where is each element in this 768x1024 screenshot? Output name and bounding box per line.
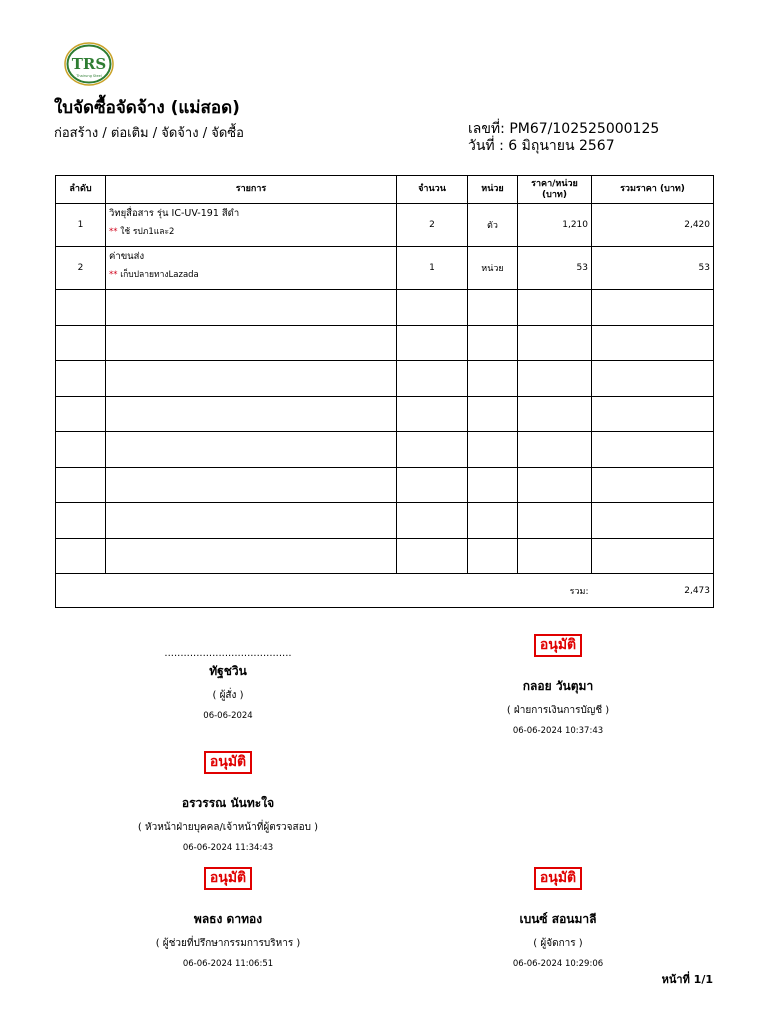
- total-row: [56, 574, 714, 608]
- table-row: [56, 204, 714, 247]
- row-description: [106, 247, 397, 290]
- document-title: ใบจัดซื้อจัดจ้าง (แม่สอด): [54, 98, 240, 118]
- row-description-text: วิทยุสื่อสาร รุ่น IC-UV-191 สีดำ: [109, 208, 240, 219]
- signer-name: เบนซ์ สอนมาลี: [519, 912, 597, 926]
- approved-stamp: อนุมัติ: [534, 867, 582, 890]
- table-row: [56, 247, 714, 290]
- empty-row: [56, 361, 714, 397]
- empty-row: [56, 467, 714, 503]
- header-item: รายการ: [106, 176, 397, 204]
- empty-row: [56, 538, 714, 574]
- row-no: 1: [56, 204, 106, 247]
- row-qty: 2: [397, 204, 468, 247]
- row-description-text: ค่าขนส่ง: [109, 251, 145, 262]
- signer-name: อรวรรณ นันทะใจ: [181, 796, 275, 810]
- document-info: [468, 121, 659, 155]
- signature-date: 06-06-2024 10:37:43: [512, 726, 604, 736]
- signature-date: 06-06-2024 10:29:06: [512, 959, 604, 969]
- signature-manager: [438, 867, 678, 969]
- company-logo: [63, 40, 115, 88]
- row-note-text: เก็บปลายทางLazada: [120, 270, 199, 280]
- signer-role: ( ผู้สั่ง ): [212, 690, 244, 701]
- row-note-star: **: [109, 270, 118, 280]
- row-unit: ตัว: [468, 204, 518, 247]
- header-price-line2: (บาท): [542, 189, 567, 200]
- signature-orderer: [108, 650, 348, 721]
- approved-stamp: อนุมัติ: [204, 867, 252, 890]
- row-note: [109, 224, 393, 238]
- empty-row: [56, 503, 714, 539]
- empty-row: [56, 290, 714, 326]
- approved-stamp: อนุมัติ: [204, 751, 252, 774]
- header-price-line1: ราคา/หน่วย: [531, 178, 578, 189]
- header-no: ลำดับ: [56, 176, 106, 204]
- row-no: 2: [56, 247, 106, 290]
- header-total: รวมราคา (บาท): [592, 176, 714, 204]
- signer-name: พลธง ดาทอง: [193, 912, 263, 926]
- row-unit: หน่วย: [468, 247, 518, 290]
- row-total: 53: [592, 247, 714, 290]
- signature-date: 06-06-2024 11:34:43: [182, 843, 274, 853]
- row-qty: 1: [397, 247, 468, 290]
- signer-role: ( ฝ่ายการเงินการบัญชี ): [506, 705, 610, 716]
- row-note-text: ใช้ รปภ1และ2: [120, 227, 175, 237]
- document-number: เลขที่: PM67/102525000125: [468, 121, 660, 137]
- signature-line: ........................................: [164, 648, 292, 659]
- header-qty: จำนวน: [397, 176, 468, 204]
- row-total: 2,420: [592, 204, 714, 247]
- document-subtitle: ก่อสร้าง / ต่อเติม / จัดจ้าง / จัดซื้อ: [54, 126, 244, 141]
- row-price: 1,210: [518, 204, 592, 247]
- sum-value: 2,473: [592, 574, 714, 608]
- empty-row: [56, 325, 714, 361]
- signature-assistant: [108, 867, 348, 969]
- signer-name: ทัฐชวิน: [209, 664, 247, 678]
- items-table: [55, 175, 714, 608]
- row-description: [106, 204, 397, 247]
- row-note-star: **: [109, 227, 118, 237]
- signature-hr-head: [108, 751, 348, 853]
- sum-label: รวม:: [518, 574, 592, 608]
- approved-stamp: อนุมัติ: [534, 634, 582, 657]
- table-header-row: [56, 176, 714, 204]
- signer-name: กลอย วันตุมา: [522, 679, 594, 693]
- document-date: วันที่ : 6 มิถุนายน 2567: [468, 138, 615, 154]
- header-price: [518, 176, 592, 204]
- signer-role: ( ผู้จัดการ ): [533, 938, 583, 949]
- logo-text: TRS: [71, 55, 107, 73]
- signer-role: ( หัวหน้าฝ่ายบุคคล/เจ้าหน้าที่ผู้ตรวจสอบ ): [137, 822, 319, 833]
- header-unit: หน่วย: [468, 176, 518, 204]
- empty-row: [56, 396, 714, 432]
- page-number: หน้าที่ 1/1: [661, 973, 713, 986]
- row-note: [109, 267, 393, 281]
- signature-date: 06-06-2024: [203, 711, 253, 721]
- signature-date: 06-06-2024 11:06:51: [182, 959, 274, 969]
- row-price: 53: [518, 247, 592, 290]
- signature-finance: [438, 634, 678, 736]
- empty-row: [56, 432, 714, 468]
- logo-subtext: Thairung Steel: [76, 74, 102, 78]
- signer-role: ( ผู้ช่วยที่ปรึกษากรรมการบริหาร ): [155, 938, 301, 949]
